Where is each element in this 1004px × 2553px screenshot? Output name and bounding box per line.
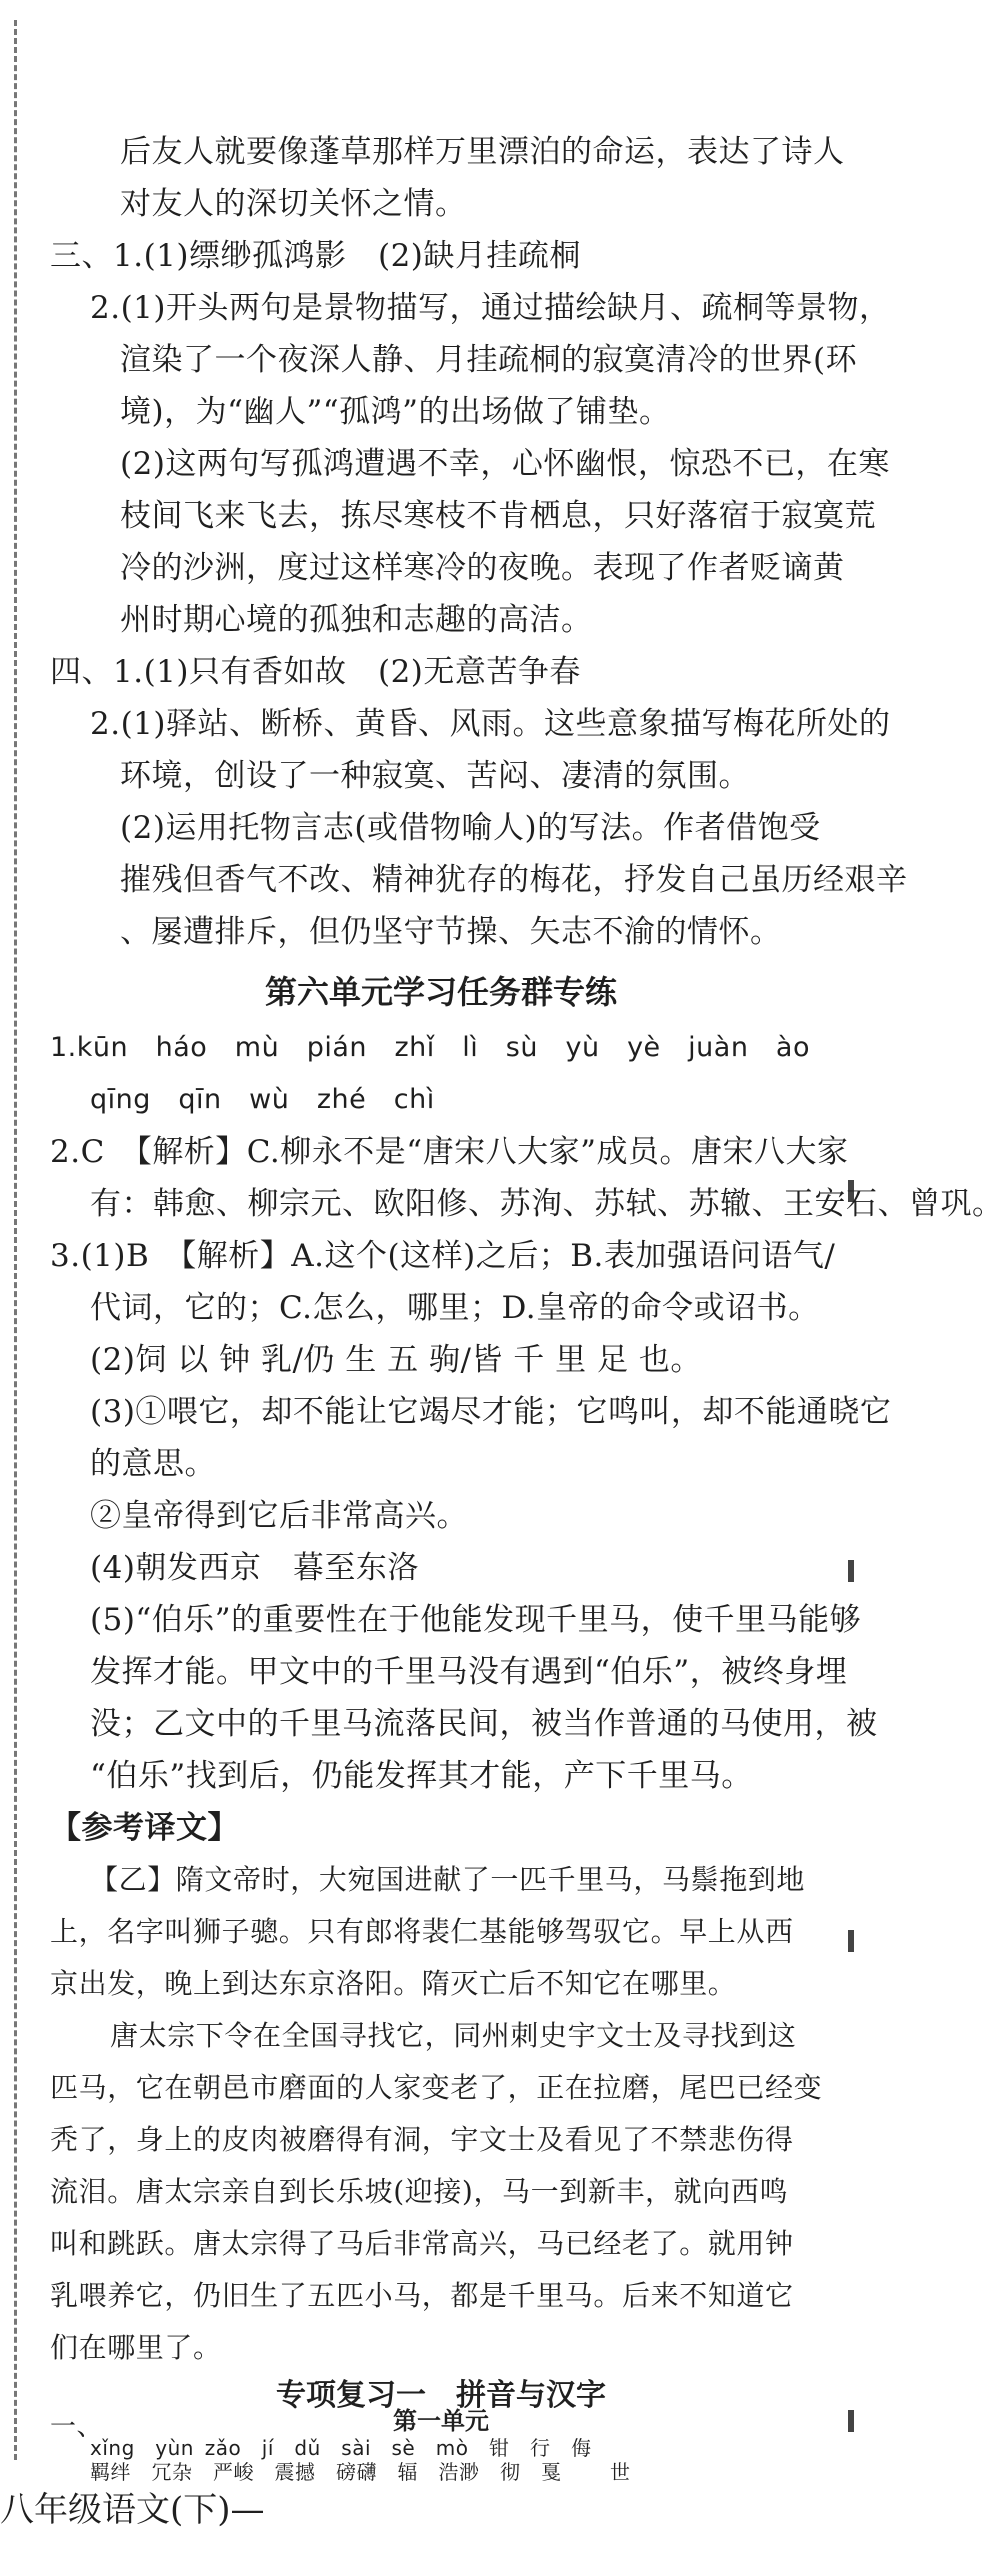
translation-line: 叫和跳跃。唐太宗得了马后非常高兴，马已经老了。就用钟 bbox=[50, 2227, 794, 2260]
text-line: 环境，创设了一种寂寞、苦闷、凄清的氛围。 bbox=[120, 758, 750, 794]
text-line: 的意思。 bbox=[90, 1446, 216, 1482]
translation-line: 【乙】隋文帝时，大宛国进献了一匹千里马，马鬃拖到地 bbox=[90, 1863, 806, 1896]
review-heading: 专项复习一 拼音与汉字 bbox=[276, 2378, 606, 2413]
dashed-cut-line bbox=[14, 20, 17, 2460]
text-line: 州时期心境的孤独和志趣的高洁。 bbox=[120, 602, 593, 638]
translation-line: 上，名字叫狮子骢。只有郎将裴仁基能够驾驭它。早上从西 bbox=[50, 1915, 794, 1948]
text-line: 摧残但香气不改、精神犹存的梅花，抒发自己虽历经艰辛 bbox=[120, 862, 908, 898]
text-line: (4)朝发西京 暮至东洛 bbox=[90, 1550, 419, 1586]
text-line: (3)①喂它，却不能让它竭尽才能；它鸣叫，却不能通晓它 bbox=[90, 1394, 892, 1430]
text-line: 没；乙文中的千里马流落民间，被当作普通的马使用，被 bbox=[90, 1706, 878, 1742]
translation-line: 秃了，身上的皮肉被磨得有洞，宇文士及看见了不禁悲伤得 bbox=[50, 2123, 794, 2156]
text-line: 发挥才能。甲文中的千里马没有遇到“伯乐”，被终身埋 bbox=[90, 1654, 848, 1690]
reference-translation-label: 【参考译文】 bbox=[50, 1810, 239, 1846]
translation-line: 唐太宗下令在全国寻找它，同州刺史宇文士及寻找到这 bbox=[110, 2019, 797, 2052]
text-line: 境)，为“幽人”“孤鸿”的出场做了铺垫。 bbox=[120, 394, 671, 430]
unit-line: 羁绊 冗杂 严峻 震撼 磅礴 辐 浩渺 彻 戛 bbox=[90, 2460, 562, 2484]
text-line: (2)运用托物言志(或借物喻人)的写法。作者借饱受 bbox=[120, 810, 821, 846]
text-line: “伯乐”找到后，仍能发挥其才能，产下千里马。 bbox=[90, 1758, 753, 1794]
unit-heading: 第一单元 bbox=[393, 2407, 489, 2435]
translation-line: 匹马，它在朝邑市磨面的人家变老了，正在拉磨，尾巴已经变 bbox=[50, 2071, 823, 2104]
text-line: 冷的沙洲，度过这样寒冷的夜晚。表现了作者贬谪黄 bbox=[120, 550, 845, 586]
text-line: 四、1.(1)只有香如故 (2)无意苦争春 bbox=[50, 654, 581, 690]
translation-line: 们在哪里了。 bbox=[50, 2331, 222, 2364]
text-line: 枝间飞来飞去，拣尽寒枝不肯栖息，只好落宿于寂寞荒 bbox=[120, 498, 876, 534]
pinyin-line: 1.kūn háo mù pián zhǐ lì sù yù yè juàn ào bbox=[50, 1032, 810, 1063]
text-line: 后友人就要像蓬草那样万里漂泊的命运，表达了诗人 bbox=[120, 134, 845, 170]
section-heading: 第六单元学习任务群专练 bbox=[264, 973, 617, 1011]
pinyin-line: qīng qīn wù zhé chì bbox=[90, 1084, 435, 1115]
edge-mark bbox=[848, 1560, 854, 1582]
text-line: 3.(1)B 【解析】A.这个(这样)之后；B.表加强语问语气/ bbox=[50, 1238, 836, 1274]
text-line: 代词，它的；C.怎么，哪里；D.皇帝的命令或诏书。 bbox=[90, 1290, 820, 1326]
edge-mark bbox=[848, 2410, 854, 2432]
translation-line: 乳喂养它，仍旧生了五匹小马，都是千里马。后来不知道它 bbox=[50, 2279, 794, 2312]
text-line: ②皇帝得到它后非常高兴。 bbox=[90, 1498, 468, 1534]
text-line: 2.C 【解析】C.柳永不是“唐宋八大家”成员。唐宋八大家 bbox=[50, 1134, 849, 1170]
text-line: 有：韩愈、柳宗元、欧阳修、苏洵、苏轼、苏辙、王安石、曾巩。 bbox=[90, 1186, 1004, 1222]
text-line: 、屡遭排斥，但仍坚守节操、矢志不渝的情怀。 bbox=[120, 914, 782, 950]
text-line: (2)这两句写孤鸿遭遇不幸，心怀幽恨，惊恐不已，在寒 bbox=[120, 446, 890, 482]
text-line: 三、1.(1)缥缈孤鸿影 (2)缺月挂疏桐 bbox=[50, 238, 581, 274]
translation-line: 流泪。唐太宗亲自到长乐坡(迎接)，马一到新丰，就向西鸣 bbox=[50, 2175, 789, 2208]
text-line: 对友人的深切关怀之情。 bbox=[120, 186, 467, 222]
part-label: 一、 bbox=[50, 2412, 104, 2442]
text-line: 2.(1)开头两句是景物描写，通过描绘缺月、疏桐等景物， bbox=[90, 290, 891, 326]
edge-mark bbox=[848, 1930, 854, 1952]
text-line: (5)“伯乐”的重要性在于他能发现千里马，使千里马能够 bbox=[90, 1602, 862, 1638]
text-line: 2.(1)驿站、断桥、黄昏、风雨。这些意象描写梅花所处的 bbox=[90, 706, 891, 742]
unit-line: xǐng yùn zǎo jí dǔ sài sè mò 钳 行 侮 bbox=[90, 2436, 592, 2460]
text-line: 渲染了一个夜深人静、月挂疏桐的寂寞清冷的世界(环 bbox=[120, 342, 858, 378]
translation-line: 京出发，晚上到达东京洛阳。隋灭亡后不知它在哪里。 bbox=[50, 1967, 737, 2000]
page-footer: 八年级语文(下)— bbox=[0, 2490, 265, 2530]
text-line: (2)饲 以 钟 乳/仍 生 五 驹/皆 千 里 足 也。 bbox=[90, 1342, 702, 1378]
unit-line: 世 bbox=[610, 2460, 631, 2484]
